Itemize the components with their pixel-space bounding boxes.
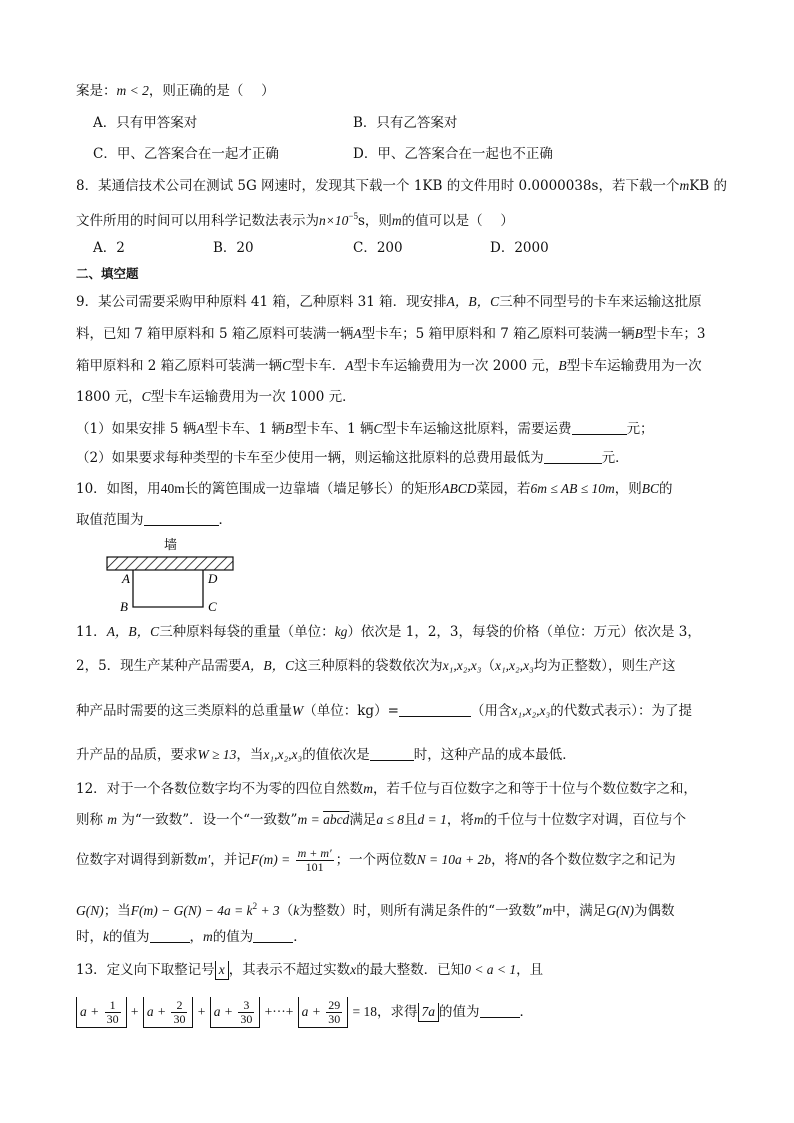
q12-text-2a: 则称 (76, 812, 108, 828)
q10-line2 (76, 510, 232, 530)
q13-ellipsis: +···+ (264, 1004, 294, 1019)
q10-garden-figure (100, 535, 240, 615)
q11-text-2d: 均为正整数），则生产这 (533, 658, 676, 674)
q11-line1 (76, 622, 701, 642)
q10-text-1c: 菜园，若 (476, 481, 531, 497)
q11-math-abc2: A，B，C (241, 658, 295, 673)
q7-tail-line (76, 81, 275, 101)
q8-math-n: n×10 (319, 213, 349, 228)
q8-option-c: C．200 (353, 240, 403, 256)
q13-text-2c: 的值为 (439, 1004, 480, 1020)
q9-text-4b: 型卡车运输费用为一次 1000 元． (150, 389, 356, 405)
q8-option-b: B．20 (213, 240, 254, 256)
q7-option-b: B．只有乙答案对 (353, 115, 458, 131)
q12-text-5c: ， (189, 929, 203, 945)
q13-floor-term-2 (143, 997, 194, 1028)
q12-answer-blank-2[interactable] (253, 928, 293, 943)
q7-option-d: D．甲、乙答案合在一起也不正确 (353, 146, 553, 162)
q9-sub2 (76, 448, 629, 468)
q13-plus-1: + (130, 1004, 139, 1019)
q12-frac-den: 101 (305, 860, 324, 874)
q12-math-m: m (363, 781, 373, 796)
q12-text-3b: ，并记 (210, 852, 251, 868)
vertex-b-label: B (120, 599, 128, 614)
q12-text-3a: 位数字对调得到新数 (76, 852, 198, 868)
q10-text-1e: 的 (659, 481, 673, 497)
q13-term2-pre: a + (146, 1004, 170, 1019)
q9-line1 (76, 292, 702, 312)
q9-math-c: C (282, 358, 292, 373)
q13-term29-frac (326, 999, 342, 1026)
q9-text-3b: 型卡车． (291, 358, 346, 374)
q12-text-1b: ，若千位与百位数字之和等于十位与个数位数字之和， (372, 781, 697, 797)
q12-answer-blank-1[interactable] (150, 928, 190, 943)
vertex-c-label: C (208, 599, 217, 614)
q13-text-1b: ，其表示不超过实数 (228, 962, 351, 978)
q12-line5 (76, 927, 307, 947)
q12-math-m4: m (542, 903, 553, 918)
q9-sub1-text-d: 型卡车运输这批原料，需要运费 (382, 421, 572, 437)
q12-math-n2: N (518, 852, 528, 867)
q12-text-2e: ，将 (446, 812, 474, 828)
q13-term2-num: 2 (171, 999, 187, 1013)
q12-text-5e: ． (293, 929, 307, 945)
q13-floor-7a: 7a (418, 1003, 440, 1022)
q11-line2 (76, 656, 676, 676)
q13-term29-num: 29 (328, 998, 341, 1012)
q10-math-abcd: ABCD (441, 481, 477, 496)
q8-text-2c: 的值可以是（ ） (401, 213, 514, 229)
q13-floor-term-3 (210, 997, 261, 1028)
q11-text-1b: 三种原料每袋的重量（单位： (159, 624, 335, 640)
q13-text-1a: 13．定义向下取整记号 (76, 962, 215, 978)
q13-line1 (76, 960, 543, 980)
q11-answer-blank-2[interactable] (370, 746, 414, 761)
q7-tail-math: m < 2 (116, 83, 149, 98)
q11-math-x2: x₁,x₂,x₃ (495, 658, 534, 673)
q9-text-2b: 型卡车；5 箱甲原料和 7 箱乙原料可装满一辆 (361, 326, 635, 342)
q12-math-g2: G(N) (606, 903, 634, 918)
q12-text-4e: 为偶数 (634, 903, 675, 919)
q12-math-k2: k (103, 929, 109, 944)
q11-math-kg: kg (334, 624, 348, 639)
q11-line3 (76, 701, 692, 721)
q12-line2 (76, 810, 686, 830)
q9-text-2a: 料，已知 7 箱甲原料和 5 箱乙原料可装满一辆 (76, 326, 354, 342)
q9-text-2c: 型卡车；3 (642, 326, 706, 342)
q9-math-b: B (634, 326, 643, 341)
q12-math-eq: m = (297, 812, 324, 827)
q11-text-1a: 11． (76, 624, 107, 640)
q11-math-abc: A，B，C (106, 624, 160, 639)
q9-text-1b: 三种不同型号的卡车来运输这批原 (499, 294, 702, 310)
q9-sub2-text-b: 元． (601, 450, 629, 466)
q12-text-2c: 满足 (349, 812, 377, 828)
q13-text-2d: ． (519, 1004, 534, 1020)
q11-text-3a: 种产品时需要的这三类原料的总重量 (76, 703, 292, 719)
q12-math-mprime: m′ (197, 852, 211, 867)
q10-math-bc: BC (641, 481, 660, 496)
q12-math-abcd: abcd (323, 812, 350, 827)
q13-term3-den: 30 (240, 1012, 253, 1026)
q12-text-3d: ，将 (491, 852, 519, 868)
q13-term1-num: 1 (105, 999, 121, 1013)
q12-math-cond2: d = 1 (417, 812, 447, 827)
q10-answer-blank[interactable] (144, 511, 219, 526)
q11-text-1c: ）依次是 1，2，3，每袋的价格（单位：万元）依次是 3， (347, 624, 701, 640)
q11-text-3c: （用含 (470, 703, 512, 719)
q13-term29-den: 30 (328, 1012, 341, 1026)
q9-math-abc: A，B，C (446, 294, 500, 309)
q13-math-x: x (350, 962, 357, 977)
q9-math-a: A (353, 326, 362, 341)
q13-term2-frac (171, 999, 187, 1026)
q9-sub2-text-a: （2）如果要求每种类型的卡车至少使用一辆，则运输这批原料的总费用最低为 (76, 450, 544, 466)
q12-frac-num: m + m′ (297, 846, 332, 860)
fence-rectangle (133, 570, 203, 607)
q12-text-3c: ；一个两位数 (335, 852, 417, 868)
q13-equals: = 18 (352, 1004, 378, 1019)
q11-answer-blank-1[interactable] (399, 702, 471, 717)
q9-answer-blank-1[interactable] (572, 420, 627, 435)
q13-answer-blank[interactable] (480, 1003, 520, 1018)
q10-text-2b: ． (218, 512, 232, 528)
q12-text-4c: 为整数）时，则所有满足条件的“一致数” (299, 903, 543, 919)
q13-floor-x: x (215, 961, 229, 980)
q12-text-3e: 的各个数位数字之和记为 (527, 852, 676, 868)
q13-term29-pre: a + (301, 1004, 325, 1019)
q12-math-k: k (293, 903, 300, 918)
q11-text-2c: （ (481, 658, 495, 674)
q12-text-1a: 12．对于一个各数位数字均不为零的四位自然数 (76, 781, 364, 797)
q7-option-c: C．甲、乙答案合在一起才正确 (93, 146, 279, 162)
q9-sub1-a: A (196, 421, 205, 436)
q9-math-b2: B (558, 358, 567, 373)
wall-label: 墙 (164, 538, 178, 553)
q12-math-eq2: F(m) − G(N) − 4a = k (130, 903, 253, 918)
q13-term3-pre: a + (213, 1004, 237, 1019)
q8-text-1a: 8．某通信技术公司在测试 5G 网速时，发现其下载一个 1KB 的文件用时 0.0000038s，若下载一个 (76, 178, 680, 194)
q9-text-3c: 型卡车运输费用为一次 2000 元， (353, 358, 559, 374)
q9-text-3d: 型卡车运输费用为一次 (566, 358, 702, 374)
q11-math-x3: x₁,x₂,x₃ (511, 703, 551, 718)
q11-math-w2: W ≥ 13 (197, 747, 237, 762)
q12-math-cond: a ≤ 8 (376, 812, 404, 827)
q12-text-2b: 为“一致数”．设一个“一致数” (117, 812, 298, 828)
q12-text-4b: （ (279, 903, 294, 919)
section-heading-fill-blank: 二、填空题 (76, 266, 139, 281)
q8-line1 (76, 176, 727, 196)
q7-tail-text: 案是： (76, 83, 117, 99)
q12-line3 (76, 846, 676, 874)
wall-hatched-bar (107, 557, 233, 570)
q8-text-1b: KB 的 (689, 178, 728, 194)
q12-math-n: N = 10a + 2b (416, 852, 492, 867)
q9-text-1: 9．某公司需要采购甲种原料 41 箱，乙种原料 31 箱．现安排 (76, 294, 447, 310)
q10-text-2a: 取值范围为 (76, 512, 144, 528)
q13-term2-den: 30 (173, 1012, 186, 1026)
q12-math-sq: 2 (252, 901, 258, 911)
q13-term1-pre: a + (80, 1004, 103, 1019)
q7-option-a: A．只有甲答案对 (93, 115, 198, 131)
q12-math-m2: m (107, 812, 118, 827)
q9-text-4a: 1800 元， (76, 389, 142, 405)
q13-text-2b: ，求得 (377, 1004, 418, 1020)
q10-math-40m: 40m (160, 481, 185, 496)
q9-line4 (76, 387, 356, 407)
q11-text-2b: 这三种原料的袋数依次为 (294, 658, 443, 674)
q11-math-w: W (292, 703, 304, 718)
q11-line4 (76, 745, 576, 765)
q8-text-2b: s，则 (357, 213, 392, 229)
q12-text-4a: ；当 (103, 903, 131, 919)
q10-math-ineq: 6m ≤ AB ≤ 10m (530, 481, 615, 496)
q12-text-5a: 时， (76, 929, 103, 945)
q11-math-x: x₁,x₂,x₃ (442, 658, 482, 673)
q8-text-2a: 文件所用的时间可以用科学记数法表示为 (76, 213, 319, 229)
q9-sub1-c: C (373, 421, 383, 436)
q11-text-4b: ，当 (236, 747, 264, 763)
q12-math-m5: m (203, 929, 213, 944)
q13-math-cond: 0 < a < 1 (464, 962, 517, 977)
q13-plus-2: + (197, 1004, 206, 1019)
q9-sub1-text-a: （1）如果安排 5 辆 (76, 421, 197, 437)
q12-text-5d: 的值为 (212, 929, 254, 945)
q13-term3-frac (238, 999, 254, 1026)
q7-tail-end: ，则正确的是（ ） (148, 83, 275, 99)
q11-text-2a: 2，5．现生产某种产品需要 (76, 658, 242, 674)
q12-math-m3: m (473, 812, 484, 827)
q9-line2 (76, 324, 706, 344)
q10-text-1a: 10．如图，用 (76, 481, 161, 497)
q13-term1-den: 30 (106, 1012, 119, 1026)
q10-text-1d: ，则 (614, 481, 642, 497)
q9-math-a2: A (345, 358, 354, 373)
q9-line3 (76, 356, 702, 376)
q8-math-exp: −5 (348, 211, 358, 221)
q8-math-m2: m (391, 213, 402, 228)
q11-text-3b: （单位：kg）= (303, 703, 399, 719)
q12-math-eq3: + 3 (257, 903, 280, 918)
q8-line2 (76, 206, 514, 231)
q13-line2 (76, 994, 533, 1030)
q10-text-1b: 长的篱笆围成一边靠墙（墙足够长）的矩形 (184, 481, 442, 497)
q12-math-g: G(N) (76, 903, 104, 918)
q13-floor-term-1 (76, 997, 127, 1028)
q11-text-4d: 时，这种产品的成本最低． (413, 747, 576, 763)
q12-math-f: F(m) = (250, 852, 294, 867)
q10-line1 (76, 479, 673, 499)
q13-term1-frac (105, 999, 121, 1026)
q12-text-4d: 中，满足 (552, 903, 607, 919)
q12-line4 (76, 896, 675, 921)
q12-text-5b: 的值为 (109, 929, 150, 945)
q9-sub1-text-c: 型卡车、1 辆 (293, 421, 374, 437)
q8-math-m: m (679, 178, 690, 193)
q12-text-2f: 的千位与十位数字对调，百位与个 (483, 812, 687, 828)
vertex-a-label: A (122, 571, 130, 586)
q12-text-2d: 且 (403, 812, 418, 828)
q13-floor-term-29 (298, 997, 349, 1028)
q9-sub1 (76, 419, 654, 439)
q11-text-3d: 的代数式表示）：为了提 (550, 703, 692, 719)
q11-math-x4: x₁,x₂,x₃ (263, 747, 303, 762)
q9-math-c2: C (141, 389, 151, 404)
q9-text-3a: 箱甲原料和 2 箱乙原料可装满一辆 (76, 358, 283, 374)
q9-answer-blank-2[interactable] (544, 449, 602, 464)
q13-term3-num: 3 (238, 999, 254, 1013)
q9-sub1-b: B (284, 421, 294, 436)
q9-sub1-text-b: 型卡车、1 辆 (204, 421, 285, 437)
q8-option-d: D．2000 (490, 240, 549, 256)
q9-sub1-text-e: 元； (626, 421, 654, 437)
q12-line1 (76, 779, 697, 799)
q12-fraction (296, 847, 334, 874)
q11-text-4c: 的值依次是 (302, 747, 370, 763)
q13-text-1d: ，且 (516, 962, 544, 978)
q8-option-a: A．2 (93, 240, 125, 256)
q13-text-1c: 的最大整数．已知 (356, 962, 465, 978)
q11-text-4a: 升产品的品质，要求 (76, 747, 198, 763)
vertex-d-label: D (208, 571, 218, 586)
